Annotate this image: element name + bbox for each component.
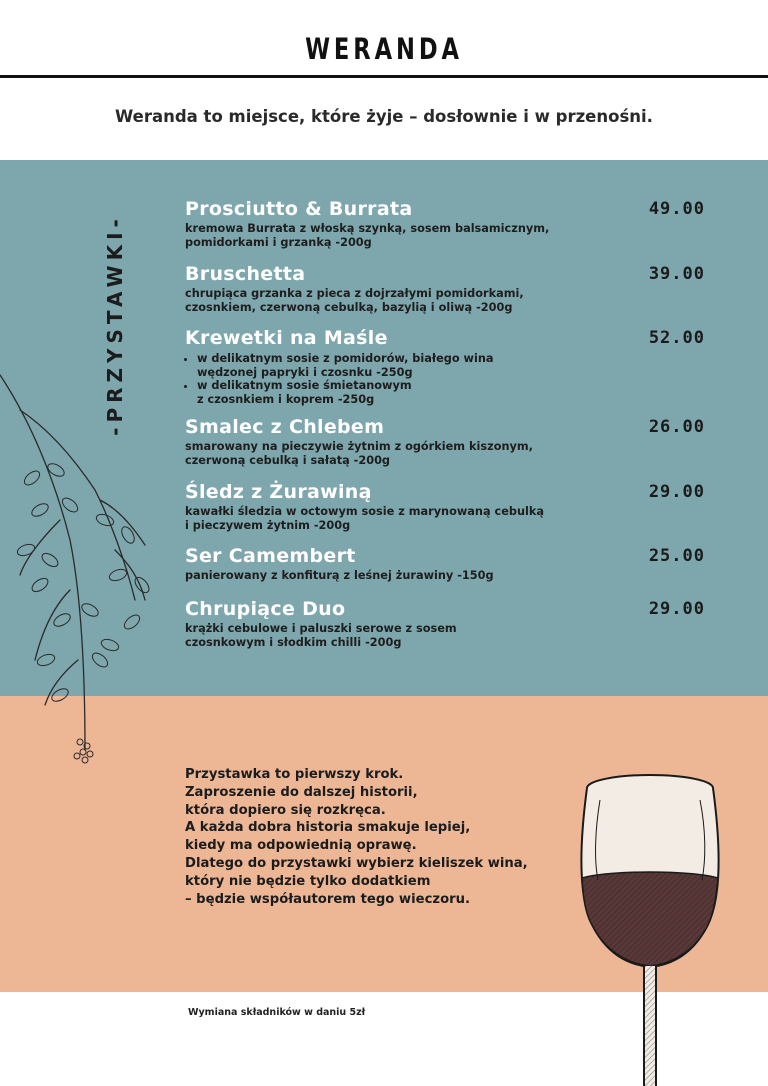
item-name: Smalec z Chlebem: [185, 416, 385, 438]
item-price: 29.00: [648, 599, 705, 619]
story-text: [185, 766, 565, 908]
item-options: [185, 352, 577, 406]
desc-line: chrupiąca grzanka z pieca z dojrzałymi pomidorkami,: [185, 287, 524, 300]
desc-line: smarowany na pieczywie żytnim z ogórkiem kiszonym,: [185, 440, 533, 453]
desc-line: czosnkiem, czerwoną cebulką, bazylią i oliwą -200g: [185, 301, 513, 314]
brand-title: WERANDA: [305, 32, 463, 66]
item-price: 26.00: [648, 417, 705, 437]
desc-line: krążki cebulowe i paluszki serowe z sosem: [185, 622, 457, 635]
desc-line: kawałki śledzia w octowym sosie z marynowaną cebulką: [185, 505, 545, 518]
item-name: Prosciutto & Burrata: [185, 198, 413, 220]
item-name: Bruschetta: [185, 263, 306, 285]
section-title-text: -PRZYSTAWKI-: [103, 214, 127, 436]
wine-glass-illustration: [570, 770, 730, 1086]
desc-line: pomidorkami i grzanką -200g: [185, 236, 372, 249]
item-description: [185, 440, 565, 468]
item-name: Chrupiące Duo: [185, 598, 346, 620]
item-description: [185, 622, 565, 650]
item-name: Śledz z Żurawiną: [185, 481, 372, 503]
story-line: Przystawka to pierwszy krok.: [185, 767, 404, 782]
menu-item: [185, 197, 745, 250]
menu-item: [185, 544, 745, 583]
item-description: [185, 505, 565, 533]
desc-line: panierowany z konfiturą z leśnej żurawiny -150g: [185, 569, 494, 582]
item-name: Krewetki na Maśle: [185, 327, 388, 349]
header-rule: [0, 75, 768, 78]
story-line: kiedy ma odpowiednią oprawę.: [185, 838, 417, 854]
option: • w delikatnym sosie śmietanowym z czosnkiem i koprem -250g: [197, 379, 577, 406]
item-price: 29.00: [648, 482, 705, 502]
item-price: 52.00: [648, 328, 705, 348]
branch-illustration: [0, 360, 170, 770]
item-price: 39.00: [648, 264, 705, 284]
story-line: Zaproszenie do dalszej historii,: [185, 784, 418, 800]
menu-item: [185, 480, 745, 533]
item-price: 25.00: [648, 546, 705, 566]
option: • w delikatnym sosie z pomidorów, białego wina wędzonej papryki i czosnku -250g: [197, 352, 577, 379]
desc-line: i pieczywem żytnim -200g: [185, 519, 351, 532]
item-description: [185, 222, 565, 250]
story-line: która dopiero się rozkręca.: [185, 802, 386, 818]
story-line: A każda dobra historia smakuje lepiej,: [185, 820, 471, 836]
footnote: Wymiana składników w daniu 5zł: [188, 1007, 366, 1018]
tagline: Weranda to miejsce, które żyje – dosłownie i w przenośni.: [115, 107, 653, 126]
story-line: Dlatego do przystawki wybierz kieliszek wina,: [185, 855, 528, 871]
story-line: – będzie współautorem tego wieczoru.: [185, 891, 471, 907]
menu-item: [185, 262, 745, 315]
story-line: który nie będzie tylko dodatkiem: [185, 873, 431, 889]
menu-item: [185, 597, 745, 650]
item-name: Ser Camembert: [185, 545, 356, 567]
menu-item: [185, 415, 745, 468]
item-price: 49.00: [648, 199, 705, 219]
desc-line: czosnkowym i słodkim chilli -200g: [185, 636, 402, 649]
item-description: [185, 569, 565, 583]
header: [0, 0, 768, 78]
item-description: [185, 287, 565, 315]
menu-item: [185, 326, 745, 406]
desc-line: kremowa Burrata z włoską szynką, sosem balsamicznym,: [185, 222, 550, 235]
desc-line: czerwoną cebulką i sałatą -200g: [185, 454, 391, 467]
